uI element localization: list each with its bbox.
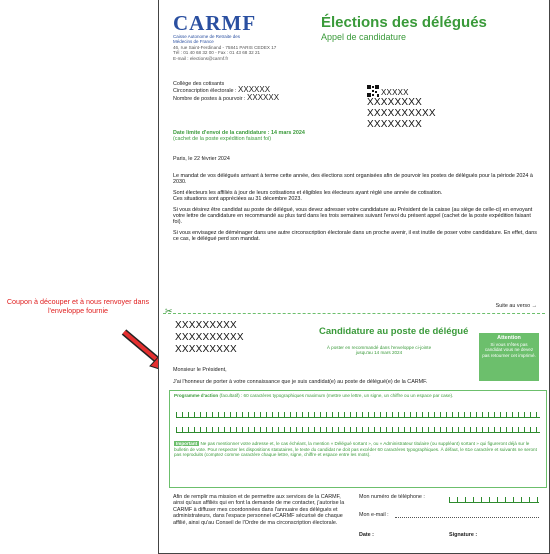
sender-phone: Tél : 01 40 68 32 00 - Fax : 01 43 68 32 21 — [173, 50, 261, 56]
body-paragraph: Sont électeurs les affiliés à jour de leurs cotisations et éligibles les électeurs ayant réglé une année de cotisation. — [173, 189, 443, 196]
scissors-icon: ✂ — [165, 306, 173, 316]
body-paragraph: Le mandat de vos délégués arrivant à terme cette année, des élections sont organisées afin de pourvoir les postes de délégués pour la période 2024 à 2030. — [173, 173, 533, 186]
programme-grid[interactable] — [176, 403, 540, 433]
email-line[interactable] — [395, 516, 539, 518]
attention-box — [479, 333, 539, 381]
declaration: J'ai l'honneur de porter à votre connaissance que je suis candidat(e) au poste de délégué(e) de la CARMF. — [173, 379, 428, 385]
cut-line — [163, 313, 545, 314]
coupon-address-line: XXXXXXXXX — [175, 344, 237, 355]
deadline-note: (cachet de la poste expédition faisant foi) — [173, 136, 271, 143]
logo-tagline: Caisse Autonome de Retraite des Médecins de France — [173, 34, 241, 45]
programme-label: Programme d'action — [174, 393, 219, 398]
consent-text: Afin de remplir ma mission et de permettre aux services de la CARMF, ainsi qu'aux affiliés qui en font la demande de me contacter, j'autorise la CARMF à diffuser mes coordonnées dans l'annuaire des délégués et administrateurs, dans l'espace personnel eCARMF sécurisé de chaque affilié, ainsi qu'au Conseil de l'Ordre de ma circonscription électorale. — [173, 494, 345, 526]
page-title: Élections des délégués — [321, 14, 487, 31]
election-letter — [158, 0, 550, 554]
coupon-address-line: XXXXXXXXXX — [175, 332, 244, 343]
email-label: Mon e-mail : — [359, 512, 389, 518]
programme-box — [169, 390, 547, 488]
programme-header — [170, 391, 546, 400]
sender-street: 46, rue Saint-Ferdinand - 75841 PARIS CEDEX 17 — [173, 45, 277, 50]
sender-email: E-mail : elections@carmf.fr — [173, 55, 229, 61]
recipient-line: XXXXXXXX — [367, 97, 422, 108]
postes-value: XXXXXX — [247, 92, 280, 102]
email-field[interactable] — [359, 512, 539, 518]
phone-field[interactable] — [359, 494, 539, 503]
carmf-logo — [173, 12, 256, 44]
sender-address — [173, 45, 293, 61]
programme-hint: (facultatif) : 60 caractères typographiques maximum (mettre une lettre, un signe, un chiffre ou un espace par case). — [219, 393, 454, 398]
logo-brand: CARMF — [173, 11, 257, 35]
deadline — [173, 130, 305, 143]
body-paragraph: Si vous envisagez de déménager dans une autre circonscription électorale dans un proche avenir, il est inutile de poser votre candidature. En effet, dans ce cas, le délégué perd son mandat. — [173, 229, 537, 243]
annotation-note: Coupon à découper et à nous renvoyer dans l'enveloppe fournie — [6, 297, 150, 315]
circ-value: XXXXXX — [238, 85, 271, 95]
recipient-address — [367, 88, 436, 130]
body-paragraph: Si vous désirez être candidat au poste de délégué, vous devez adresser votre candidature au Président de la caisse (au siège de celle-ci) en envoyant votre lettre de candidature en recommandé au plus tard dans les trois semaines suivant l'envoi du présent appel (cachet de la poste expédition faisant foi). — [173, 206, 533, 226]
important-text: Ne pas mentionner votre adresse et, le cas échéant, la mention « Délégué sortant », ou « Administrateur titulaire (ou suppléant) sortant » qui figureront déjà sur le bulletin de vote. Pour respecter les dispositions statutaires, le texte du candidat ne doit pas excéder 60 caractères typographiques. À défaut, le 61e caractère et suivants ne seront pas reproduits (comptez comme caractère chaque lettre, signe, chiffre et espace entre les mots). — [174, 441, 537, 458]
coupon-address-line: XXXXXXXXX — [175, 320, 237, 331]
phone-boxes[interactable] — [449, 494, 539, 503]
coupon-title: Candidature au poste de délégué — [319, 326, 469, 337]
letter-body — [173, 173, 539, 243]
important-label: Important — [176, 441, 198, 447]
letter-date: Paris, le 22 février 2024 — [173, 156, 230, 162]
programme-row[interactable] — [176, 418, 540, 433]
date-field[interactable]: Date : — [359, 532, 374, 538]
coupon-sub1: À poster en recommandé dans l'enveloppe ci-jointe — [326, 345, 432, 350]
postes-label: Nombre de postes à pourvoir : — [173, 95, 246, 102]
circ-label: Circonscription électorale : — [173, 88, 237, 95]
signature-field[interactable]: Signature : — [449, 532, 478, 538]
phone-label: Mon numéro de téléphone : — [359, 494, 425, 500]
attention-label: Attention — [497, 335, 521, 341]
deadline-date: Date limite d'envoi de la candidature : 14 mars 2024 — [173, 130, 305, 136]
suite-label: Suite au verso — [495, 303, 531, 309]
college-info — [173, 81, 323, 102]
body-paragraph: Ces situations sont appréciées au 31 décembre 2023. — [173, 196, 302, 203]
coupon-sub2: jusqu'au 14 mars 2024 — [355, 350, 403, 356]
suite-au-verso — [496, 303, 537, 309]
recipient-line: XXXXXXXXXX — [367, 108, 436, 119]
attention-text: Si vous n'êtes pas candidat vous ne devez pas retourner cet imprimé. — [482, 342, 536, 358]
coupon-address — [175, 320, 244, 356]
arrow-right-icon: → — [531, 303, 537, 309]
important-note — [174, 441, 542, 457]
programme-row[interactable] — [176, 403, 540, 418]
recipient-line: XXXXX — [381, 88, 409, 97]
college-label: Collège des cotisants — [173, 81, 225, 87]
coupon-subtitle — [319, 345, 439, 356]
recipient-line: XXXXXXXX — [367, 119, 422, 130]
salutation: Monsieur le Président, — [173, 367, 227, 373]
page-subtitle: Appel de candidature — [321, 32, 407, 42]
